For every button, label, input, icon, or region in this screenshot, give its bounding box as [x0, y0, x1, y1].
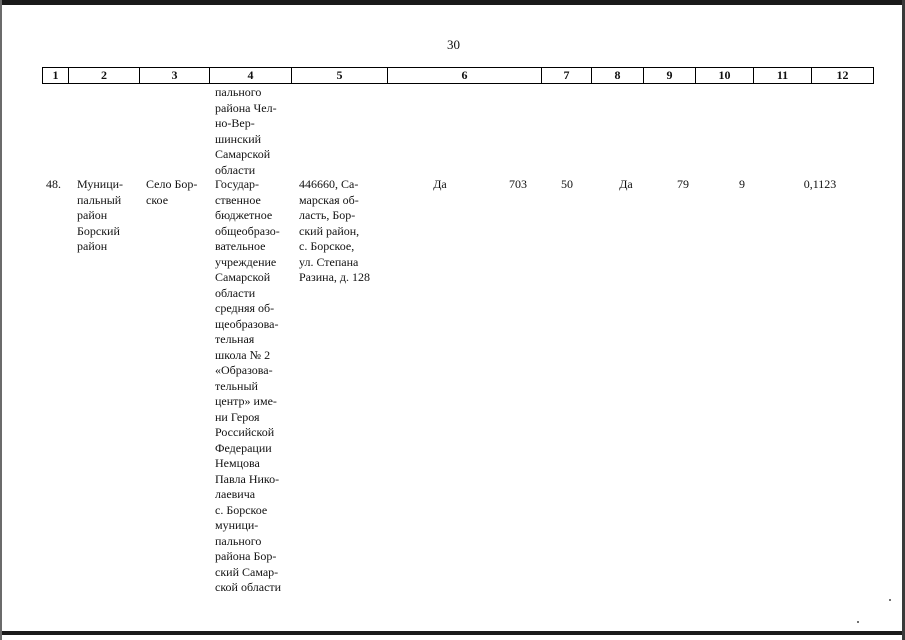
header-col-6: 6 [388, 68, 542, 83]
row-number: 48. [46, 177, 61, 191]
scan-top-edge [0, 0, 905, 5]
cell-col-7: 703 [509, 177, 527, 191]
header-col-9: 9 [644, 68, 696, 83]
scan-speck [857, 621, 859, 623]
cell-col-10: 79 [677, 177, 689, 191]
header-col-7: 7 [542, 68, 592, 83]
cell-settlement: Село Бор- ское [146, 177, 198, 207]
header-col-2: 2 [69, 68, 140, 83]
cell-municipality: Муници- пальный район Борский район [77, 177, 124, 253]
cell-organization: Государ- ственное бюджетное общеобразо- вательное учреждение Самарской области средняя об- щеобразова- тельная школа № 2 «Образова- тельный центр» име- ни Героя Российской Федерации Немцова Павла Нико- лаевича с. Борское муници- пального района Бор- ский Самар- ской области [215, 177, 282, 594]
header-col-12: 12 [836, 68, 849, 82]
scan-left-edge [0, 0, 2, 640]
header-col-11: 11 [754, 68, 812, 83]
cell-col-8: 50 [561, 177, 573, 191]
scan-bottom-edge [0, 631, 905, 635]
scan-speck [889, 599, 891, 601]
table-header-row [42, 67, 874, 84]
cell-col-6: Да [433, 177, 447, 191]
page-number: 30 [447, 37, 460, 52]
header-col-8: 8 [592, 68, 644, 83]
header-col-1: 1 [43, 68, 69, 83]
header-col-3: 3 [140, 68, 210, 83]
continued-cell-col-4: пального района Чел- но-Вер- шинский Самарской области [215, 85, 277, 177]
header-col-4: 4 [210, 68, 292, 83]
cell-col-12: 0,1123 [803, 177, 837, 191]
cell-address: 446660, Са- марская об- ласть, Бор- ский район, с. Борское, ул. Степана Разина, д. 128 [299, 177, 371, 284]
header-col-5: 5 [292, 68, 388, 83]
cell-col-11: 9 [739, 177, 745, 191]
cell-col-9: Да [619, 177, 633, 191]
header-col-10: 10 [696, 68, 754, 83]
